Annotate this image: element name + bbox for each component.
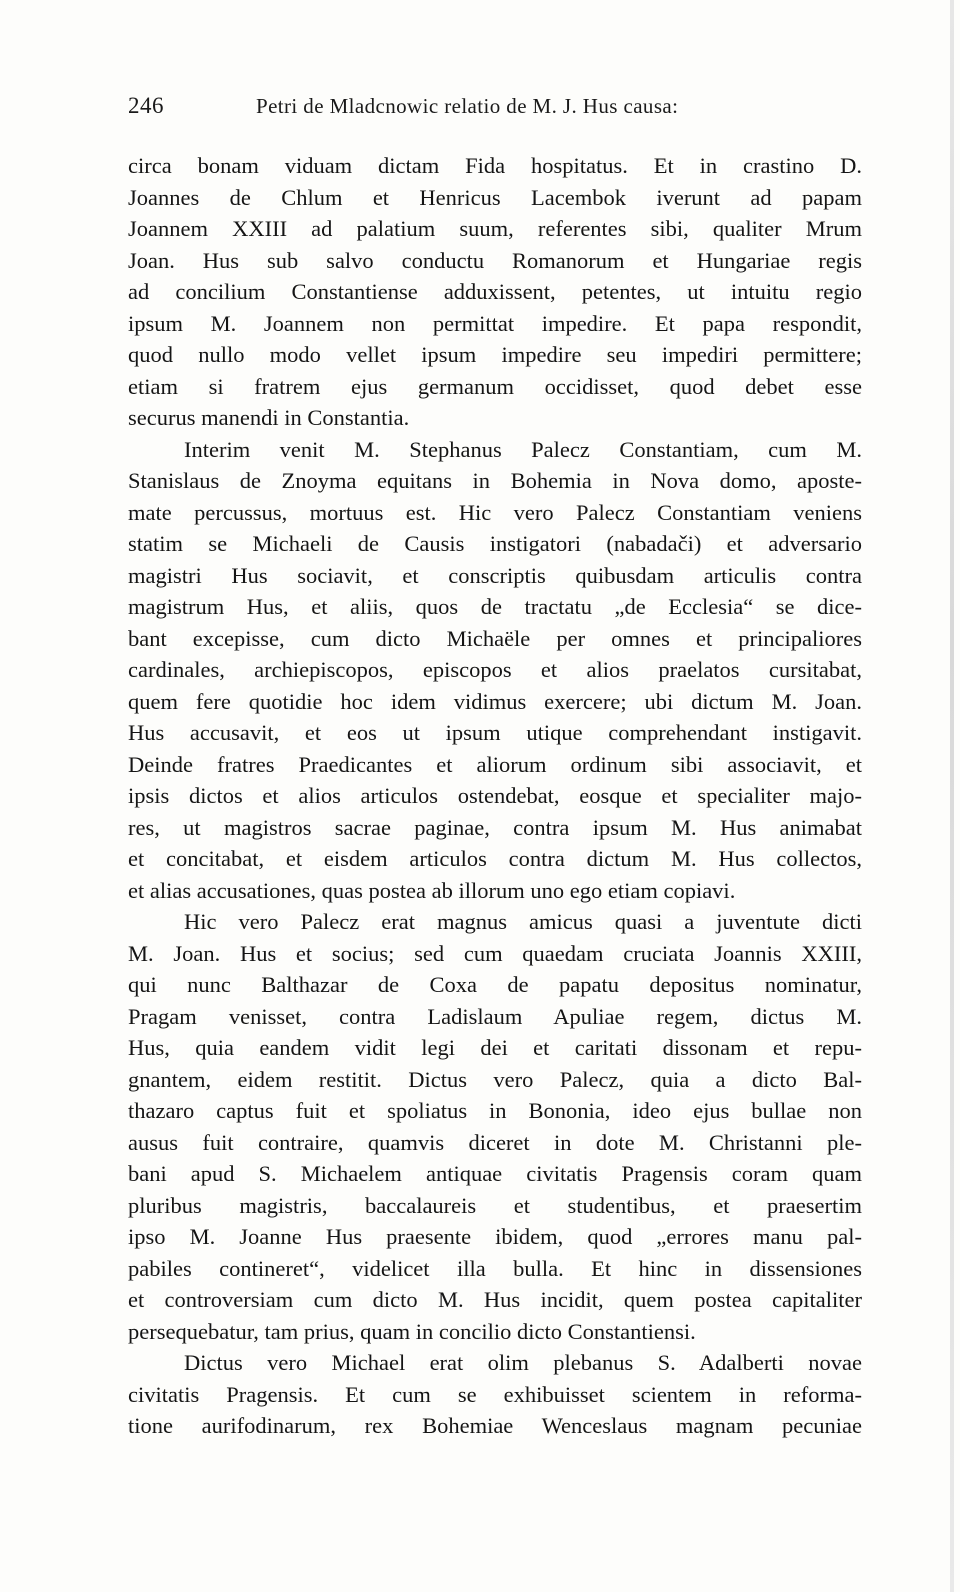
text-line: bani apud S. Michaelem antiquae civitatis Pragensis coram quam xyxy=(128,1161,862,1186)
page-number: 246 xyxy=(128,93,164,118)
running-title: Petri de Mladcnowic relatio de M. J. Hus causa: xyxy=(256,94,679,118)
text-line: et concitabat, et eisdem articulos contra dictum M. Hus collectos, xyxy=(128,846,862,871)
text-line: statim se Michaeli de Causis instigatori (nabadači) et adversario xyxy=(128,531,862,556)
text-line: mate percussus, mortuus est. Hic vero Palecz Constantiam veniens xyxy=(128,499,862,525)
text-line: quem fere quotidie hoc idem vidimus exercere; ubi dictum M. Joan. xyxy=(128,688,862,714)
body-text xyxy=(128,150,862,1442)
text-line: Hus accusavit, et eos ut ipsum utique comprehendant instigavit. xyxy=(128,720,862,745)
text-line: M. Joan. Hus et socius; sed cum quaedam cruciata Joannis XXIII, xyxy=(128,940,862,966)
page-edge-shadow xyxy=(950,0,954,1592)
text-line: ad concilium Constantiense adduxissent, petentes, ut intuitu regio xyxy=(128,279,862,304)
text-line: res, ut magistros sacrae paginae, contra ipsum M. Hus animabat xyxy=(128,814,862,840)
text-line: gnantem, eidem restitit. Dictus vero Palecz, quia a dicto Bal- xyxy=(128,1066,862,1092)
text-line: tione aurifodinarum, rex Bohemiae Wenceslaus magnam pecuniae xyxy=(128,1413,862,1438)
text-line: qui nunc Balthazar de Coxa de papatu depositus nominatur, xyxy=(128,972,862,997)
text-line: quod nullo modo vellet ipsum impedire seu impediri permittere; xyxy=(128,342,862,367)
text-line: Pragam venisset, contra Ladislaum Apuliae regem, dictus M. xyxy=(128,1003,862,1029)
text-line: Deinde fratres Praedicantes et aliorum ordinum sibi associavit, et xyxy=(128,751,862,777)
text-line: et controversiam cum dicto M. Hus incidit, quem postea capitaliter xyxy=(128,1287,862,1312)
text-line: securus manendi in Constantia. xyxy=(128,405,410,430)
text-line: Interim venit M. Stephanus Palecz Constantiam, cum M. xyxy=(184,436,862,462)
text-line: magistri Hus sociavit, et conscriptis quibusdam articulis contra xyxy=(128,562,862,588)
text-line: persequebatur, tam prius, quam in concilio dicto Constantiensi. xyxy=(128,1318,696,1344)
page-header xyxy=(128,93,868,129)
text-line: Hic vero Palecz erat magnus amicus quasi a juventute dicti xyxy=(184,909,862,934)
text-line: ausus fuit contraire, quamvis diceret in dote M. Christanni ple- xyxy=(128,1129,862,1155)
text-line: circa bonam viduam dictam Fida hospitatus. Et in crastino D. xyxy=(128,153,862,178)
text-line: Joannem XXIII ad palatium suum, referentes sibi, qualiter Mrum xyxy=(128,216,862,241)
text-line: ipsum M. Joannem non permittat impedire. Et papa respondit, xyxy=(128,310,862,336)
text-line: Dictus vero Michael erat olim plebanus S. Adalberti novae xyxy=(184,1350,862,1375)
text-line: ipso M. Joanne Hus praesente ibidem, quod „errores manu pal- xyxy=(128,1224,862,1249)
text-line: ipsis dictos et alios articulos ostendebat, eosque et specialiter majo- xyxy=(128,783,862,808)
text-line: et alias accusationes, quas postea ab illorum uno ego etiam copiavi. xyxy=(128,877,736,903)
text-line: pluribus magistris, baccalaureis et studentibus, et praesertim xyxy=(128,1192,862,1218)
text-line: Joan. Hus sub salvo conductu Romanorum et Hungariae regis xyxy=(128,247,862,273)
text-line: magistrum Hus, et aliis, quos de tractatu „de Ecclesia“ se dice- xyxy=(128,594,862,619)
text-line: civitatis Pragensis. Et cum se exhibuisset scientem in reforma- xyxy=(128,1381,862,1407)
text-line: Stanislaus de Znoyma equitans in Bohemia in Nova domo, aposte- xyxy=(128,468,862,493)
text-line: cardinales, archiepiscopos, episcopos et alios praelatos cursitabat, xyxy=(128,657,862,682)
text-line: etiam si fratrem ejus germanum occidisset, quod debet esse xyxy=(128,373,862,399)
text-line: thazaro captus fuit et spoliatus in Bononia, ideo ejus bullae non xyxy=(128,1098,862,1123)
text-line: Hus, quia eandem vidit legi dei et caritati dissonam et repu- xyxy=(128,1035,862,1060)
text-line: bant excepisse, cum dicto Michaële per omnes et principaliores xyxy=(128,625,862,651)
text-line: Joannes de Chlum et Henricus Lacembok iverunt ad papam xyxy=(128,184,862,210)
text-line: pabiles contineret“, videlicet illa bulla. Et hinc in dissensiones xyxy=(128,1255,862,1281)
